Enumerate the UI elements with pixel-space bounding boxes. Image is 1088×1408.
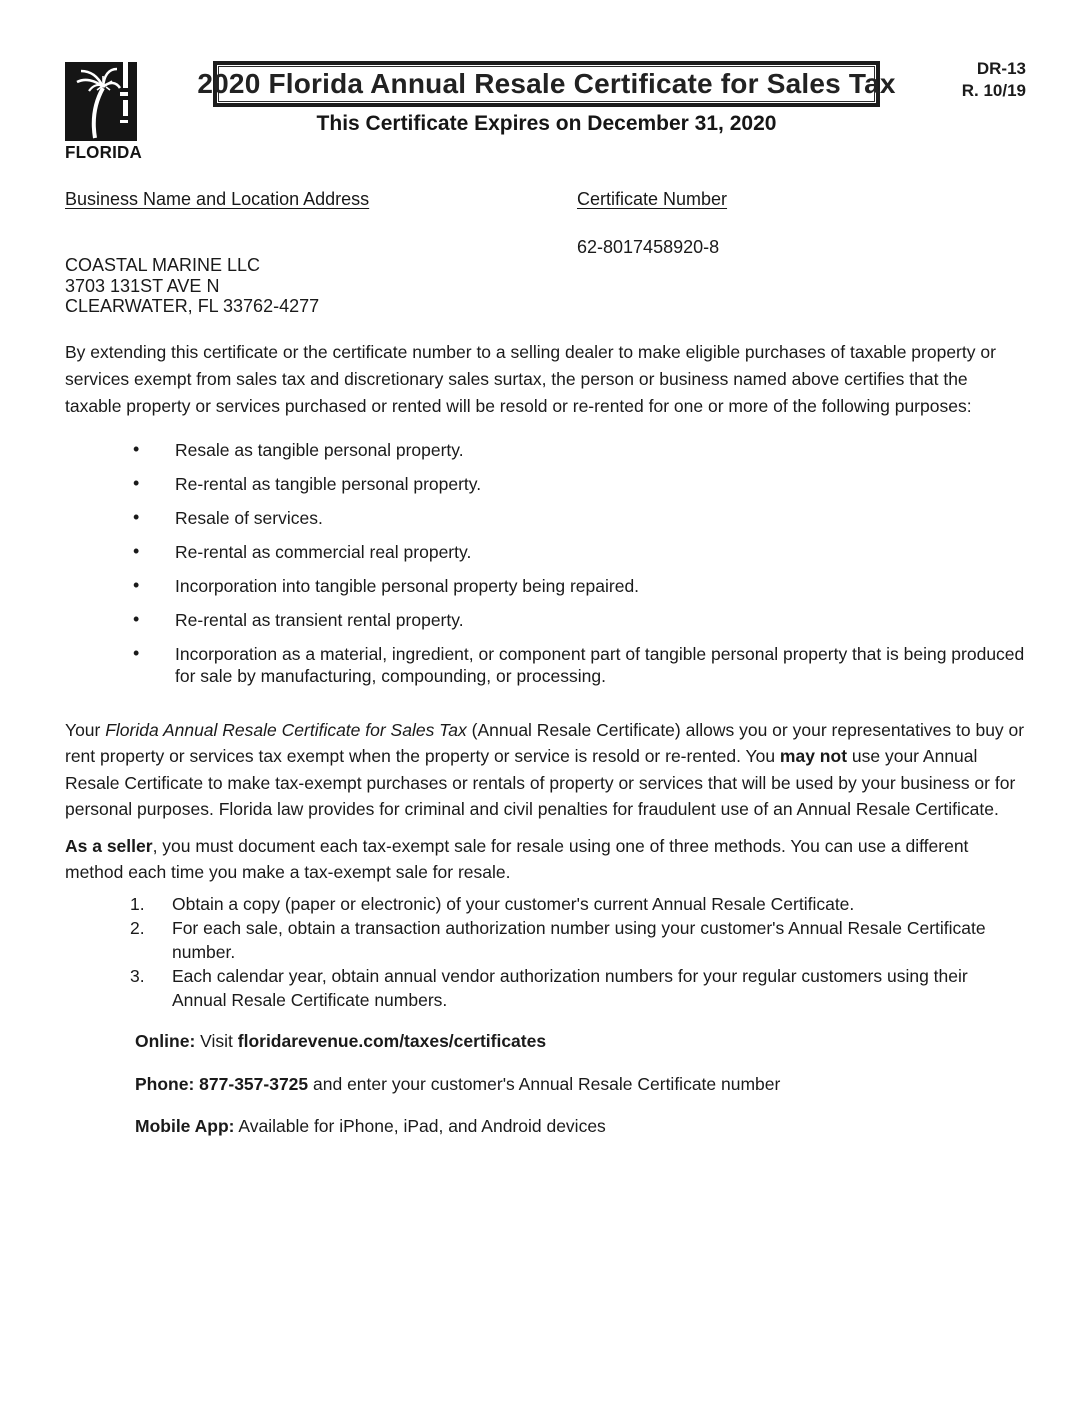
seller-paragraph (65, 833, 1026, 886)
method-text: For each sale, obtain a transaction authorization number using your customer's Annual Resale Certificate number. (172, 918, 986, 962)
bullet-icon: • (133, 472, 140, 493)
intro-paragraph: By extending this certificate or the certificate number to a selling dealer to make eligible purchases of taxable property or services exempt from sales tax and discretionary sales surtax, the person or business named above certifies that the taxable property or services purchased or rented will be resold or re-rented for one or more of the following purposes: (65, 341, 996, 416)
form-title-inner-border (197, 66, 896, 102)
online-label: Online: (135, 1031, 196, 1051)
bullet-icon: • (133, 574, 140, 595)
contact-online-line (135, 1030, 1026, 1053)
certificate-number: 62-8017458920-8 (577, 237, 720, 257)
contact-phone-line (135, 1073, 1026, 1096)
contact-mobile-line (135, 1115, 1026, 1138)
form-title-box (197, 61, 896, 107)
purpose-text: Incorporation as a material, ingredient, or component part of tangible personal property that is being produced for sale by manufacturing, compounding, or processing. (175, 643, 1025, 686)
business-name: COASTAL MARINE LLC (65, 255, 261, 275)
business-address-block (65, 255, 577, 317)
online-text: Visit (195, 1031, 238, 1051)
logo-label: FLORIDA (65, 142, 142, 163)
seller-text: , you must document each tax-exempt sale for resale using one of three methods. You can use a different method each time you make a tax-exempt sale for resale. (65, 835, 969, 882)
purpose-item (65, 507, 1026, 530)
usage-prefix: Your (65, 719, 106, 740)
method-item (65, 965, 1026, 1012)
purpose-text: Re-rental as tangible personal property. (175, 473, 482, 494)
business-column (65, 186, 577, 317)
method-number: 2. (130, 918, 145, 938)
business-address-line1: 3703 131ST AVE N (65, 275, 220, 296)
business-heading: Business Name and Location Address (65, 189, 370, 209)
purpose-item (65, 541, 1026, 564)
certificate-column (577, 186, 1026, 317)
purpose-item (65, 609, 1026, 632)
purpose-item (65, 643, 1026, 688)
purposes-list (65, 439, 1026, 688)
methods-list (65, 893, 1026, 1013)
seller-bold: As a seller (65, 835, 153, 856)
method-text: Each calendar year, obtain annual vendor authorization numbers for your regular customers using their Annual Resale Certificate numbers. (172, 966, 968, 1010)
purpose-text: Re-rental as commercial real property. (175, 541, 472, 562)
mobile-label: Mobile App: (135, 1116, 235, 1136)
purpose-text: Resale of services. (175, 507, 323, 528)
form-number: DR-13 (976, 59, 1026, 78)
purpose-item (65, 575, 1026, 598)
certificate-body (65, 186, 1026, 1158)
info-columns (65, 186, 1026, 317)
palm-tree-icon (65, 62, 137, 141)
expiry-notice: This Certificate Expires on December 31, 2020 (316, 112, 777, 135)
usage-paragraph (65, 717, 1026, 823)
method-number: 3. (130, 966, 145, 986)
bullet-icon: • (133, 642, 140, 663)
online-url: floridarevenue.com/taxes/certificates (237, 1031, 547, 1051)
mobile-text: Available for iPhone, iPad, and Android devices (234, 1116, 606, 1136)
method-item (65, 893, 1026, 917)
bullet-icon: • (133, 540, 140, 561)
usage-bold-maynot: may not (779, 746, 848, 766)
method-item (65, 917, 1026, 964)
certificate-heading: Certificate Number (577, 189, 728, 209)
form-meta (962, 58, 1026, 102)
usage-italic-title: Florida Annual Resale Certificate for Sales Tax (105, 719, 467, 740)
bullet-icon: • (133, 608, 140, 629)
bullet-icon: • (133, 506, 140, 527)
phone-text: and enter your customer's Annual Resale Certificate number (308, 1073, 781, 1094)
contact-block (65, 1030, 1026, 1138)
purpose-text: Re-rental as transient rental property. (175, 609, 464, 630)
purpose-item (65, 439, 1026, 462)
business-address-line2: CLEARWATER, FL 33762-4277 (65, 296, 320, 316)
method-number: 1. (130, 893, 145, 914)
method-text: Obtain a copy (paper or electronic) of your customer's current Annual Resale Certificate. (172, 893, 855, 914)
form-revision: R. 10/19 (961, 81, 1026, 100)
purpose-text: Incorporation into tangible personal property being repaired. (175, 575, 640, 596)
purpose-text: Resale as tangible personal property. (175, 439, 464, 460)
purpose-item (65, 473, 1026, 496)
florida-logo (65, 62, 142, 163)
usage-suffix: use your Annual Resale Certificate to make tax-exempt purchases or rentals of property or services that will be used by your business or for personal purposes. Florida law provides for criminal and civil penalties for fraudulent use of an Annual Resale Certificate. (65, 746, 1016, 819)
form-title: 2020 Florida Annual Resale Certificate for Sales Tax (197, 68, 896, 99)
phone-label: Phone: 877-357-3725 (135, 1073, 309, 1094)
usage-middle: (Annual Resale Certificate) allows you or your representatives to buy or rent property or services tax exempt when the property or service is resold or re-rented. You (65, 719, 1025, 766)
bullet-icon: • (133, 438, 140, 459)
